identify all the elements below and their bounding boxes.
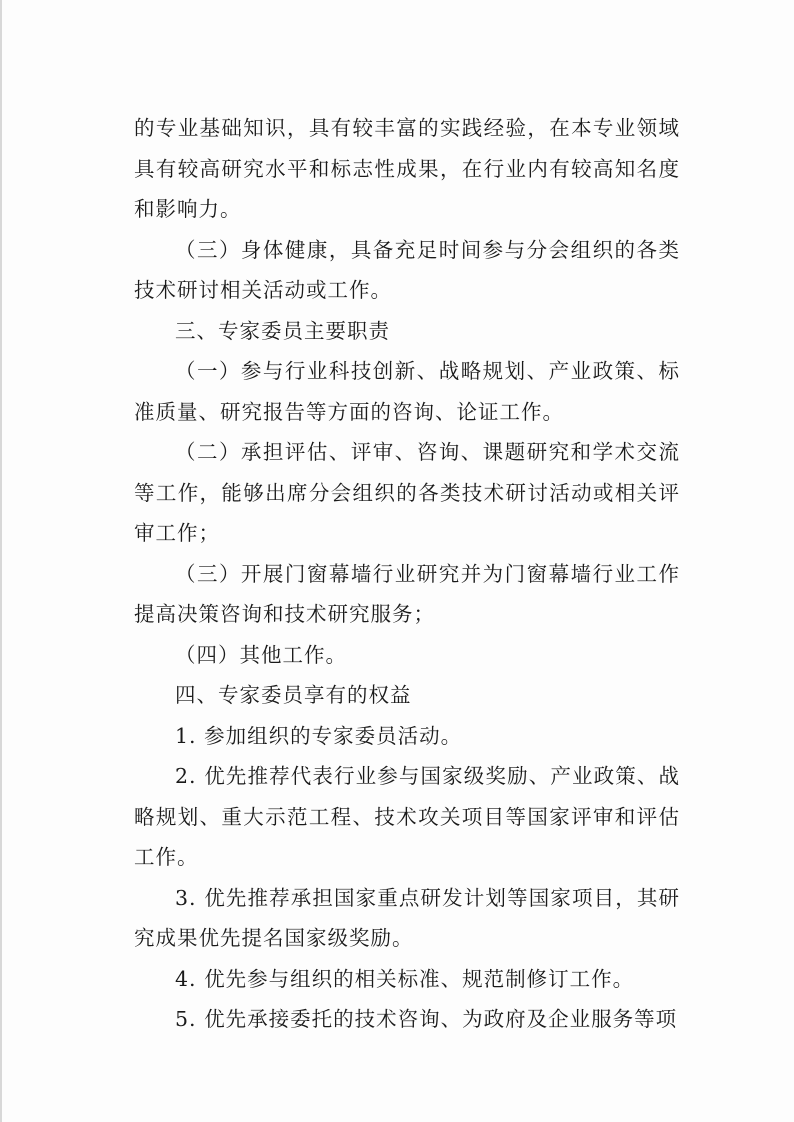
section-heading-duties: 三、专家委员主要职责 xyxy=(175,318,390,343)
paragraph-right-3: 3. 优先推荐承担国家重点研发计划等国家项目，其研究成果优先提名国家级奖励。 xyxy=(134,885,680,950)
paragraph-right-1: 1. 参加组织的专家委员活动。 xyxy=(175,723,463,748)
paragraph-expertise: 的专业基础知识，具有较丰富的实践经验，在本专业领域具有较高研究水平和标志性成果，在行业内有较高知名度和影响力。 xyxy=(134,116,680,221)
paragraph-right-4: 4. 优先参与组织的相关标准、规范制修订工作。 xyxy=(175,966,635,991)
section-heading-rights: 四、专家委员享有的权益 xyxy=(175,683,412,707)
paragraph-health-requirement: （三）身体健康，具备充足时间参与分会组织的各类技术研讨相关活动或工作。 xyxy=(134,237,680,302)
paragraph-duty-4: （四）其他工作。 xyxy=(175,642,347,667)
paragraph-right-2: 2. 优先推荐代表行业参与国家级奖励、产业政策、战略规划、重大示范工程、技术攻关项目等国家评审和评估工作。 xyxy=(134,764,680,869)
document-body xyxy=(134,108,680,1040)
paragraph-duty-3: （三）开展门窗幕墙行业研究并为门窗幕墙行业工作提高决策咨询和技术研究服务； xyxy=(134,561,680,626)
paragraph-right-5: 5. 优先承接委托的技术咨询、为政府及企业服务等项 xyxy=(175,1007,678,1031)
paragraph-duty-1: （一）参与行业科技创新、战略规划、产业政策、标准质量、研究报告等方面的咨询、论证工作。 xyxy=(134,359,680,424)
paragraph-duty-2: （二）承担评估、评审、咨询、课题研究和学术交流等工作，能够出席分会组织的各类技术研讨活动或相关评审工作； xyxy=(134,440,680,545)
